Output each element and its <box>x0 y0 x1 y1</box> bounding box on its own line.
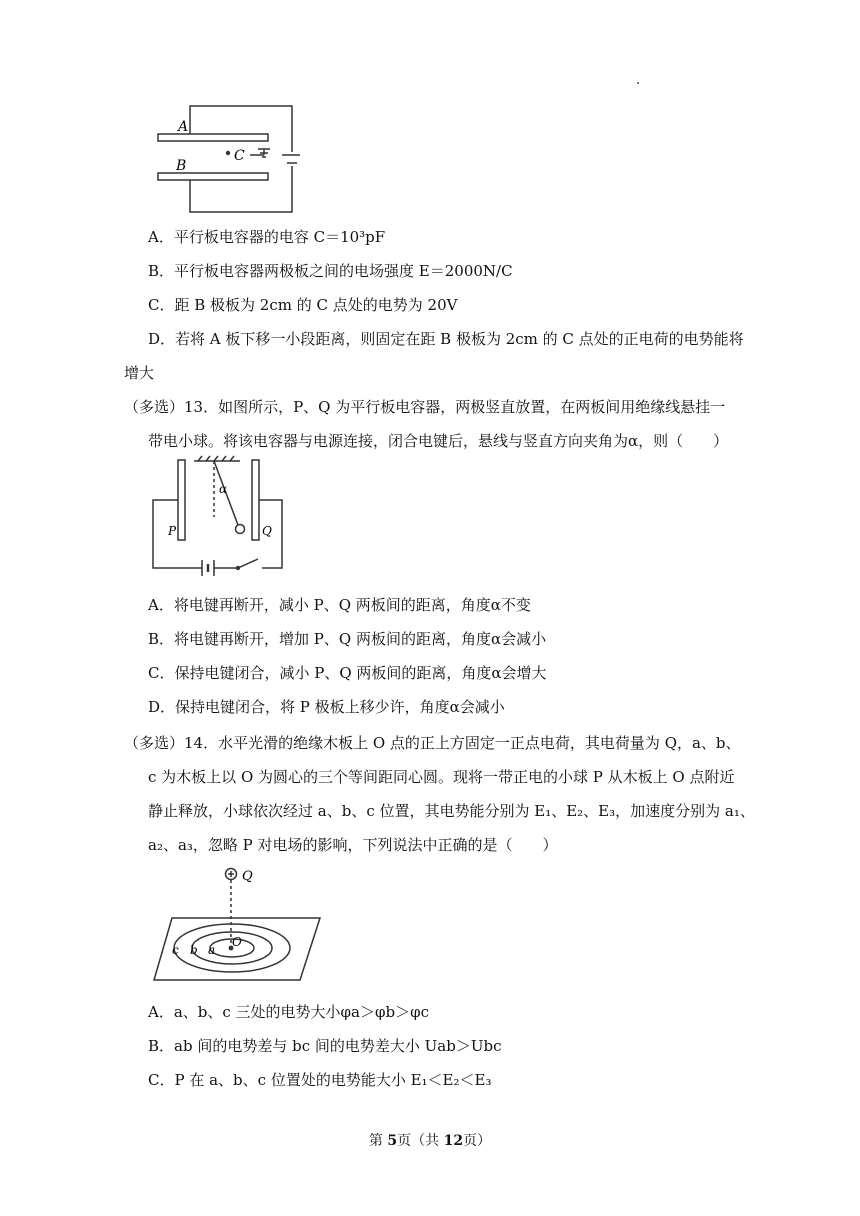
page-footer <box>0 1130 860 1150</box>
footer-suffix: 页） <box>463 1133 492 1149</box>
q13-option-b: B．将电键再断开，增加 P、Q 两板间的距离，角度α会减小 <box>148 630 547 648</box>
center-o-label: O <box>232 935 242 949</box>
q14-stem-line2: c 为木板上以 O 为圆心的三个等间距同心圆。现将一带正电的小球 P 从木板上 O 点附近 <box>148 768 735 786</box>
q13-option-c: C．保持电键闭合，减小 P、Q 两板间的距离，角度α会增大 <box>148 664 547 682</box>
q12-option-c: C．距 B 极板为 2cm 的 C 点处的电势为 20V <box>148 296 458 314</box>
ring-a-label: a <box>208 943 216 957</box>
q13-option-d: D．保持电键闭合，将 P 极板上移少许，角度α会减小 <box>148 698 505 716</box>
q14-stem-line3: 静止释放，小球依次经过 a、b、c 位置，其电势能分别为 E₁、E₂、E₃，加速度分别为 a₁、 <box>148 802 755 820</box>
angle-alpha-label: α <box>219 482 228 496</box>
pendulum-capacitor-figure <box>150 455 290 580</box>
footer-total-pages: 12 <box>443 1133 464 1149</box>
plate-p-label: P <box>168 524 177 538</box>
q14-stem-line1: （多选）14．水平光滑的绝缘木板上 O 点的正上方固定一正点电荷，其电荷量为 Q，a、b、 <box>124 734 741 752</box>
ring-c-label: c <box>172 943 179 957</box>
plate-q-label: Q <box>262 524 272 538</box>
q12-option-b: B．平行板电容器两极板之间的电场强度 E＝2000N/C <box>148 262 513 280</box>
point-c-label: C <box>234 148 245 164</box>
q13-stem-line2: 带电小球。将该电容器与电源连接，闭合电键后，悬线与竖直方向夹角为α，则（ ） <box>148 432 729 450</box>
ring-b-label: b <box>190 943 198 957</box>
q12-option-a: A．平行板电容器的电容 C＝10³pF <box>148 228 386 246</box>
q14-stem-line4: a₂、a₃，忽略 P 对电场的影响，下列说法中正确的是（ ） <box>148 836 558 854</box>
stray-dot <box>637 82 639 84</box>
footer-prefix: 第 <box>368 1133 388 1149</box>
q14-option-c: C．P 在 a、b、c 位置处的电势能大小 E₁＜E₂＜E₃ <box>148 1071 492 1089</box>
q13-option-a: A．将电键再断开，减小 P、Q 两板间的距离，角度α不变 <box>148 596 531 614</box>
q13-stem-line1: （多选）13．如图所示，P、Q 为平行板电容器，两极竖直放置，在两板间用绝缘线悬挂一 <box>124 398 726 416</box>
footer-page-number: 5 <box>387 1133 398 1149</box>
footer-middle: 页（共 <box>397 1133 444 1149</box>
q14-option-b: B．ab 间的电势差与 bc 间的电势差大小 Uab＞Ubc <box>148 1037 502 1055</box>
capacitor-circuit-figure <box>150 100 300 215</box>
concentric-circles-figure <box>150 862 325 987</box>
q12-option-d-continued: 增大 <box>124 364 155 382</box>
plate-a-label: A <box>178 119 189 135</box>
charge-q-label: Q <box>242 869 253 884</box>
q12-option-d: D．若将 A 板下移一小段距离，则固定在距 B 极板为 2cm 的 C 点处的正电荷的电势能将 <box>148 330 744 348</box>
q14-option-a: A．a、b、c 三处的电势大小φa＞φb＞φc <box>148 1003 430 1021</box>
point-c-dot <box>226 151 230 155</box>
plate-b-label: B <box>176 158 187 174</box>
